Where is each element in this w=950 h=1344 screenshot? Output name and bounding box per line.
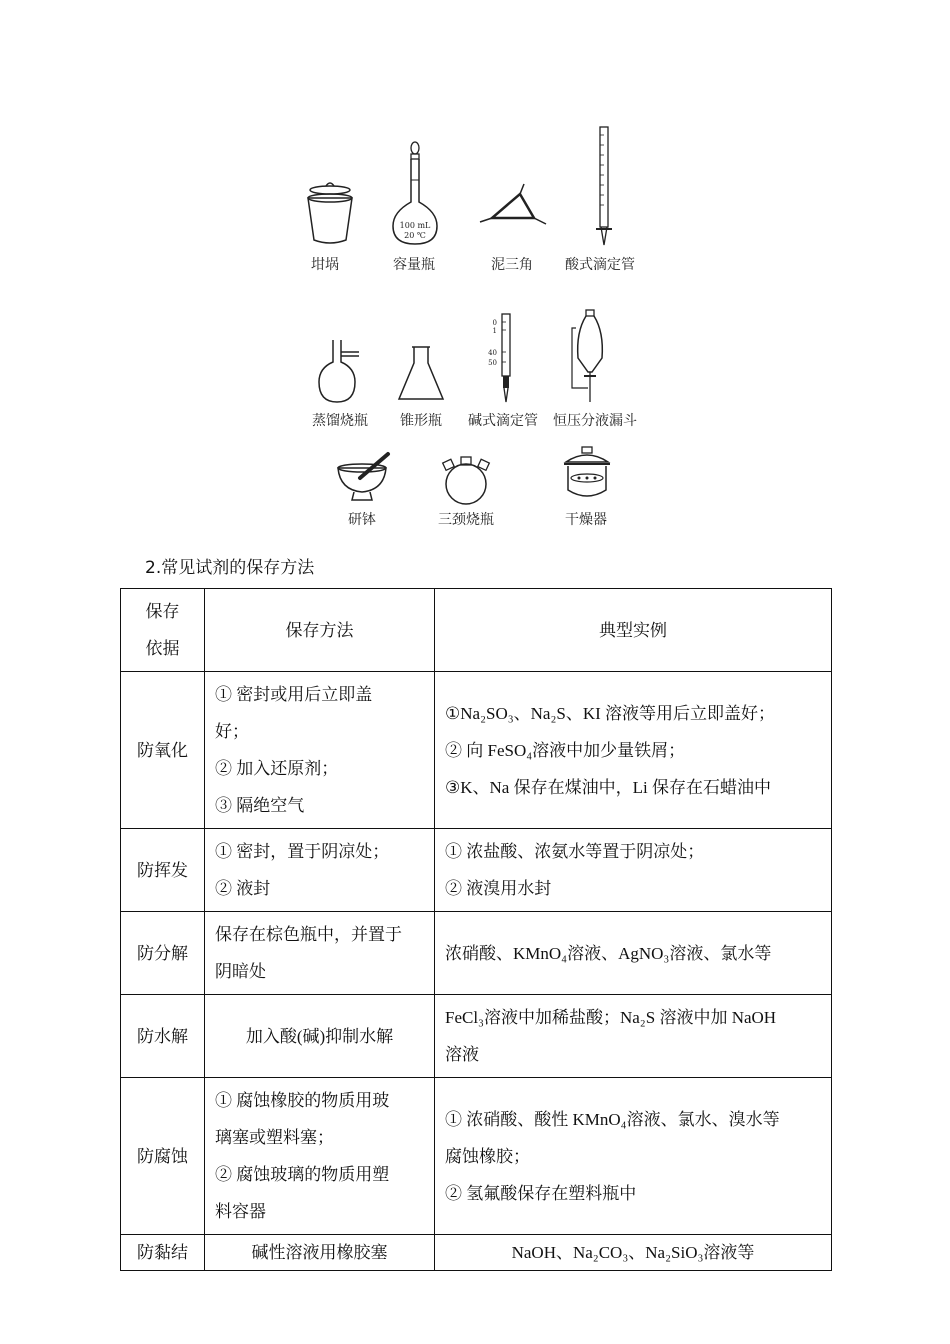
method-line: ② 腐蚀玻璃的物质用塑 [215,1165,390,1184]
basis-cell: 防水解 [121,995,205,1078]
example-cell [435,995,832,1078]
clay-triangle-icon [478,182,548,232]
scale-50: 50 [488,359,497,367]
example-cell [435,1078,832,1235]
method-line: 料容器 [215,1202,266,1221]
example-cell: NaOH、Na₂CO₃、Na₂SiO₃溶液等 [435,1235,832,1271]
storage-methods-table [120,588,832,1271]
basis-cell: 防分解 [121,912,205,995]
method-cell: 加入酸(碱)抑制水解 [205,995,435,1078]
header-basis [121,589,205,672]
mortar-label: 研钵 [348,512,376,528]
table-header-row [121,589,832,672]
table-row [121,1078,832,1235]
example-line: ② 向 FeSO₄溶液中加少量铁屑； [445,740,686,760]
mortar-icon [334,452,394,504]
example-line: ① 浓盐酸、浓氨水等置于阴凉处； [445,842,705,861]
example-line: ①Na₂SO₃、Na₂S、KI 溶液等用后立即盖好； [445,703,776,723]
header-method: 保存方法 [205,589,435,672]
distilling-flask-icon [315,338,365,404]
example-line: ③K、Na 保存在煤油中，Li 保存在石蜡油中 [445,777,771,797]
method-line: ① 密封，置于阴凉处； [215,842,390,861]
header-example: 典型实例 [435,589,832,672]
example-cell [435,829,832,912]
method-cell [205,672,435,829]
desiccator-label: 干燥器 [565,512,607,528]
acid-burette-icon [592,125,616,250]
basis-cell: 防挥发 [121,829,205,912]
three-neck-flask-label: 三颈烧瓶 [438,512,494,528]
crucible-icon [300,180,360,250]
header-basis-line2: 依据 [145,639,180,658]
example-line: ② 液溴用水封 [445,879,552,898]
basis-cell: 防腐蚀 [121,1078,205,1235]
section-heading: 2.常见试剂的保存方法 [145,558,315,578]
base-burette-icon [482,312,522,404]
acid-burette-label: 酸式滴定管 [565,257,635,273]
method-line: ② 加入还原剂； [215,759,339,778]
base-burette-label: 碱式滴定管 [468,413,538,429]
volumetric-flask-icon [385,140,445,250]
method-line: ① 腐蚀橡胶的物质用玻 [215,1091,390,1110]
basis-cell: 防氧化 [121,672,205,829]
method-line: 阴暗处 [215,962,266,981]
dropping-funnel-icon [570,308,610,404]
distilling-flask-label: 蒸馏烧瓶 [312,413,368,429]
method-cell [205,1078,435,1235]
header-basis-line1: 保存 [145,602,180,621]
flask-mark-volume: 100 mL [399,221,431,230]
crucible-label: 坩埚 [311,257,339,273]
method-line: 璃塞或塑料塞； [215,1128,334,1147]
method-cell [205,829,435,912]
three-neck-flask-icon [436,456,496,506]
basis-cell: 防黏结 [121,1235,205,1271]
method-line: ① 密封或用后立即盖 [215,685,373,704]
scale-0: 0 [492,319,497,327]
scale-40: 40 [488,349,497,357]
example-line: ① 浓硝酸、酸性 KMnO₄溶液、氯水、溴水等 [445,1109,780,1129]
example-line: FeCl₃溶液中加稀盐酸；Na₂S 溶液中加 NaOH [445,1008,777,1027]
method-cell: 碱性溶液用橡胶塞 [205,1235,435,1271]
table-row [121,995,832,1078]
flask-mark-temp: 20 ℃ [404,231,426,240]
method-line: 保存在棕色瓶中，并置于 [215,925,402,944]
volumetric-flask-label: 容量瓶 [393,257,435,273]
method-line: ② 液封 [215,879,271,898]
method-cell [205,912,435,995]
example-cell [435,672,832,829]
scale-1: 1 [492,327,497,335]
clay-triangle-label: 泥三角 [491,257,533,273]
desiccator-icon [562,446,612,504]
dropping-funnel-label: 恒压分液漏斗 [553,413,637,429]
conical-flask-label: 锥形瓶 [400,413,442,429]
example-line: 溶液 [445,1045,479,1064]
example-line: ② 氢氟酸保存在塑料瓶中 [445,1183,637,1203]
table-row [121,672,832,829]
example-line: 腐蚀橡胶； [445,1146,530,1166]
method-line: ③ 隔绝空气 [215,796,305,815]
table-row [121,912,832,995]
table-row [121,829,832,912]
conical-flask-icon [396,345,446,403]
table-row [121,1235,832,1271]
example-cell: 浓硝酸、KMnO₄溶液、AgNO₃溶液、氯水等 [435,912,832,995]
method-line: 好； [215,722,249,741]
